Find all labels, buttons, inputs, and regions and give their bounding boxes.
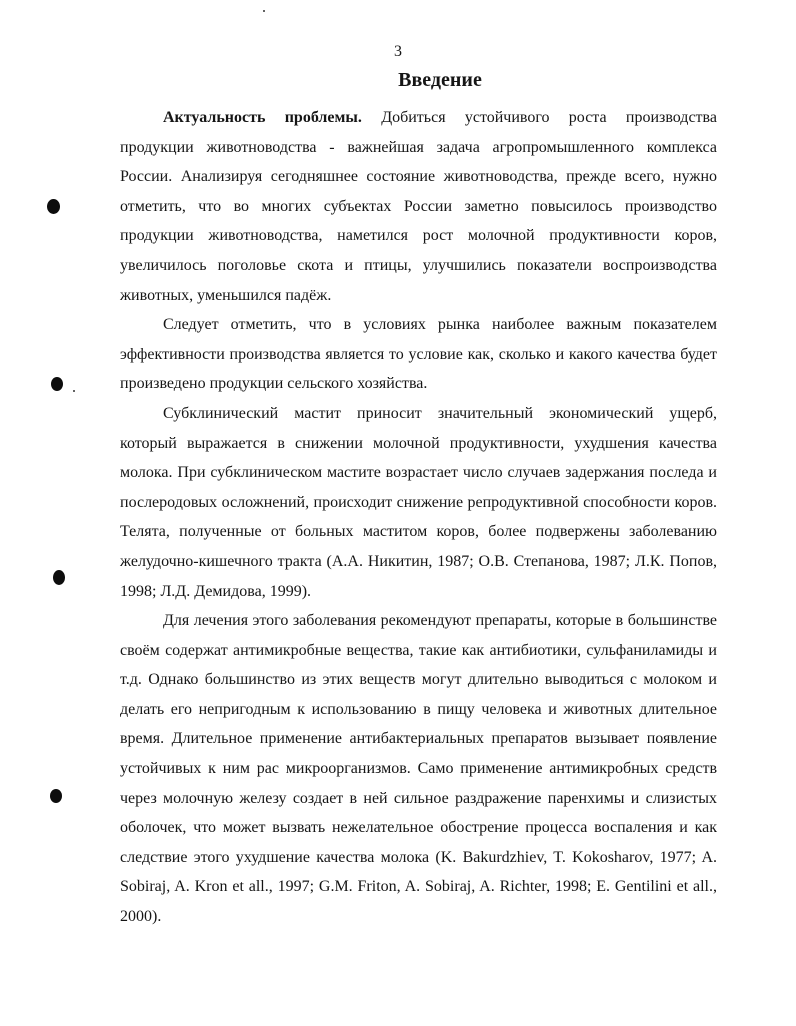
binding-hole-mark bbox=[53, 570, 65, 585]
scan-speck bbox=[73, 390, 75, 392]
paragraph-treatment: Для лечения этого заболевания рекомендуют препараты, которые в большинстве своём содержат антимикробные вещества, такие как антибиотики, сульфаниламиды и т.д. Однако большинство из этих веществ могут длительно выводиться с молоком и делать его непригодным к использованию в пищу человека и животных длительное время. Длительное применение антибактериальных препаратов вызывает появление устойчивых к ним рас микроорганизмов. Само применение антимикробных средств через молочную железу создает в ней сильное раздражение паренхимы и слизистых оболочек, что может вызвать нежелательное обострение процесса воспаления и как следствие этого ухудшение качества молока (K. Bakurdzhiev, T. Kokosharov, 1977; A. Sobiraj, A. Kron et all., 1997; G.M. Friton, A. Sobiraj, A. Richter, 1998; E. Gentilini et all., 2000). bbox=[120, 612, 717, 926]
binding-hole-mark bbox=[50, 789, 62, 803]
paragraph-text: Добиться устойчивого роста производства продукции животноводства - важнейшая задача агропромышленного комплекса России. Анализируя сегодняшнее состояние животноводства, прежде всего, нужно отметить, что во многих субъектах России заметно повысилось производство продукции животноводства, наметился рост молочной продуктивности коров, увеличилось поголовье скота и птицы, улучшились показатели воспроизводства животных, уменьшился падёж. bbox=[120, 109, 717, 304]
binding-hole-mark bbox=[47, 199, 60, 214]
paragraph-mastitis: Субклинический мастит приносит значительный экономический ущерб, который выражается в снижении молочной продуктивности, ухудшения качества молока. При субклиническом мастите возрастает число случаев задержания последа и послеродовых осложнений, происходит снижение репродуктивной способности коров. Телята, полученные от больных маститом коров, более подвержены заболеванию желудочно-кишечного тракта (А.А. Никитин, 1987; О.В. Степанова, 1987; Л.К. Попов, 1998; Л.Д. Демидова, 1999). bbox=[120, 404, 717, 600]
scan-speck bbox=[263, 10, 265, 12]
paragraph-lead: Актуальность проблемы. bbox=[163, 109, 362, 126]
page-number: 3 bbox=[394, 43, 402, 60]
page-title: Введение bbox=[398, 69, 482, 91]
document-body bbox=[120, 103, 717, 932]
paragraph-relevance bbox=[120, 103, 717, 310]
binding-hole-mark bbox=[51, 377, 63, 391]
paragraph-market: Следует отметить, что в условиях рынка наиболее важным показателем эффективности производства является то условие как, сколько и какого качества будет произведено продукции сельского хозяйства. bbox=[120, 316, 717, 393]
